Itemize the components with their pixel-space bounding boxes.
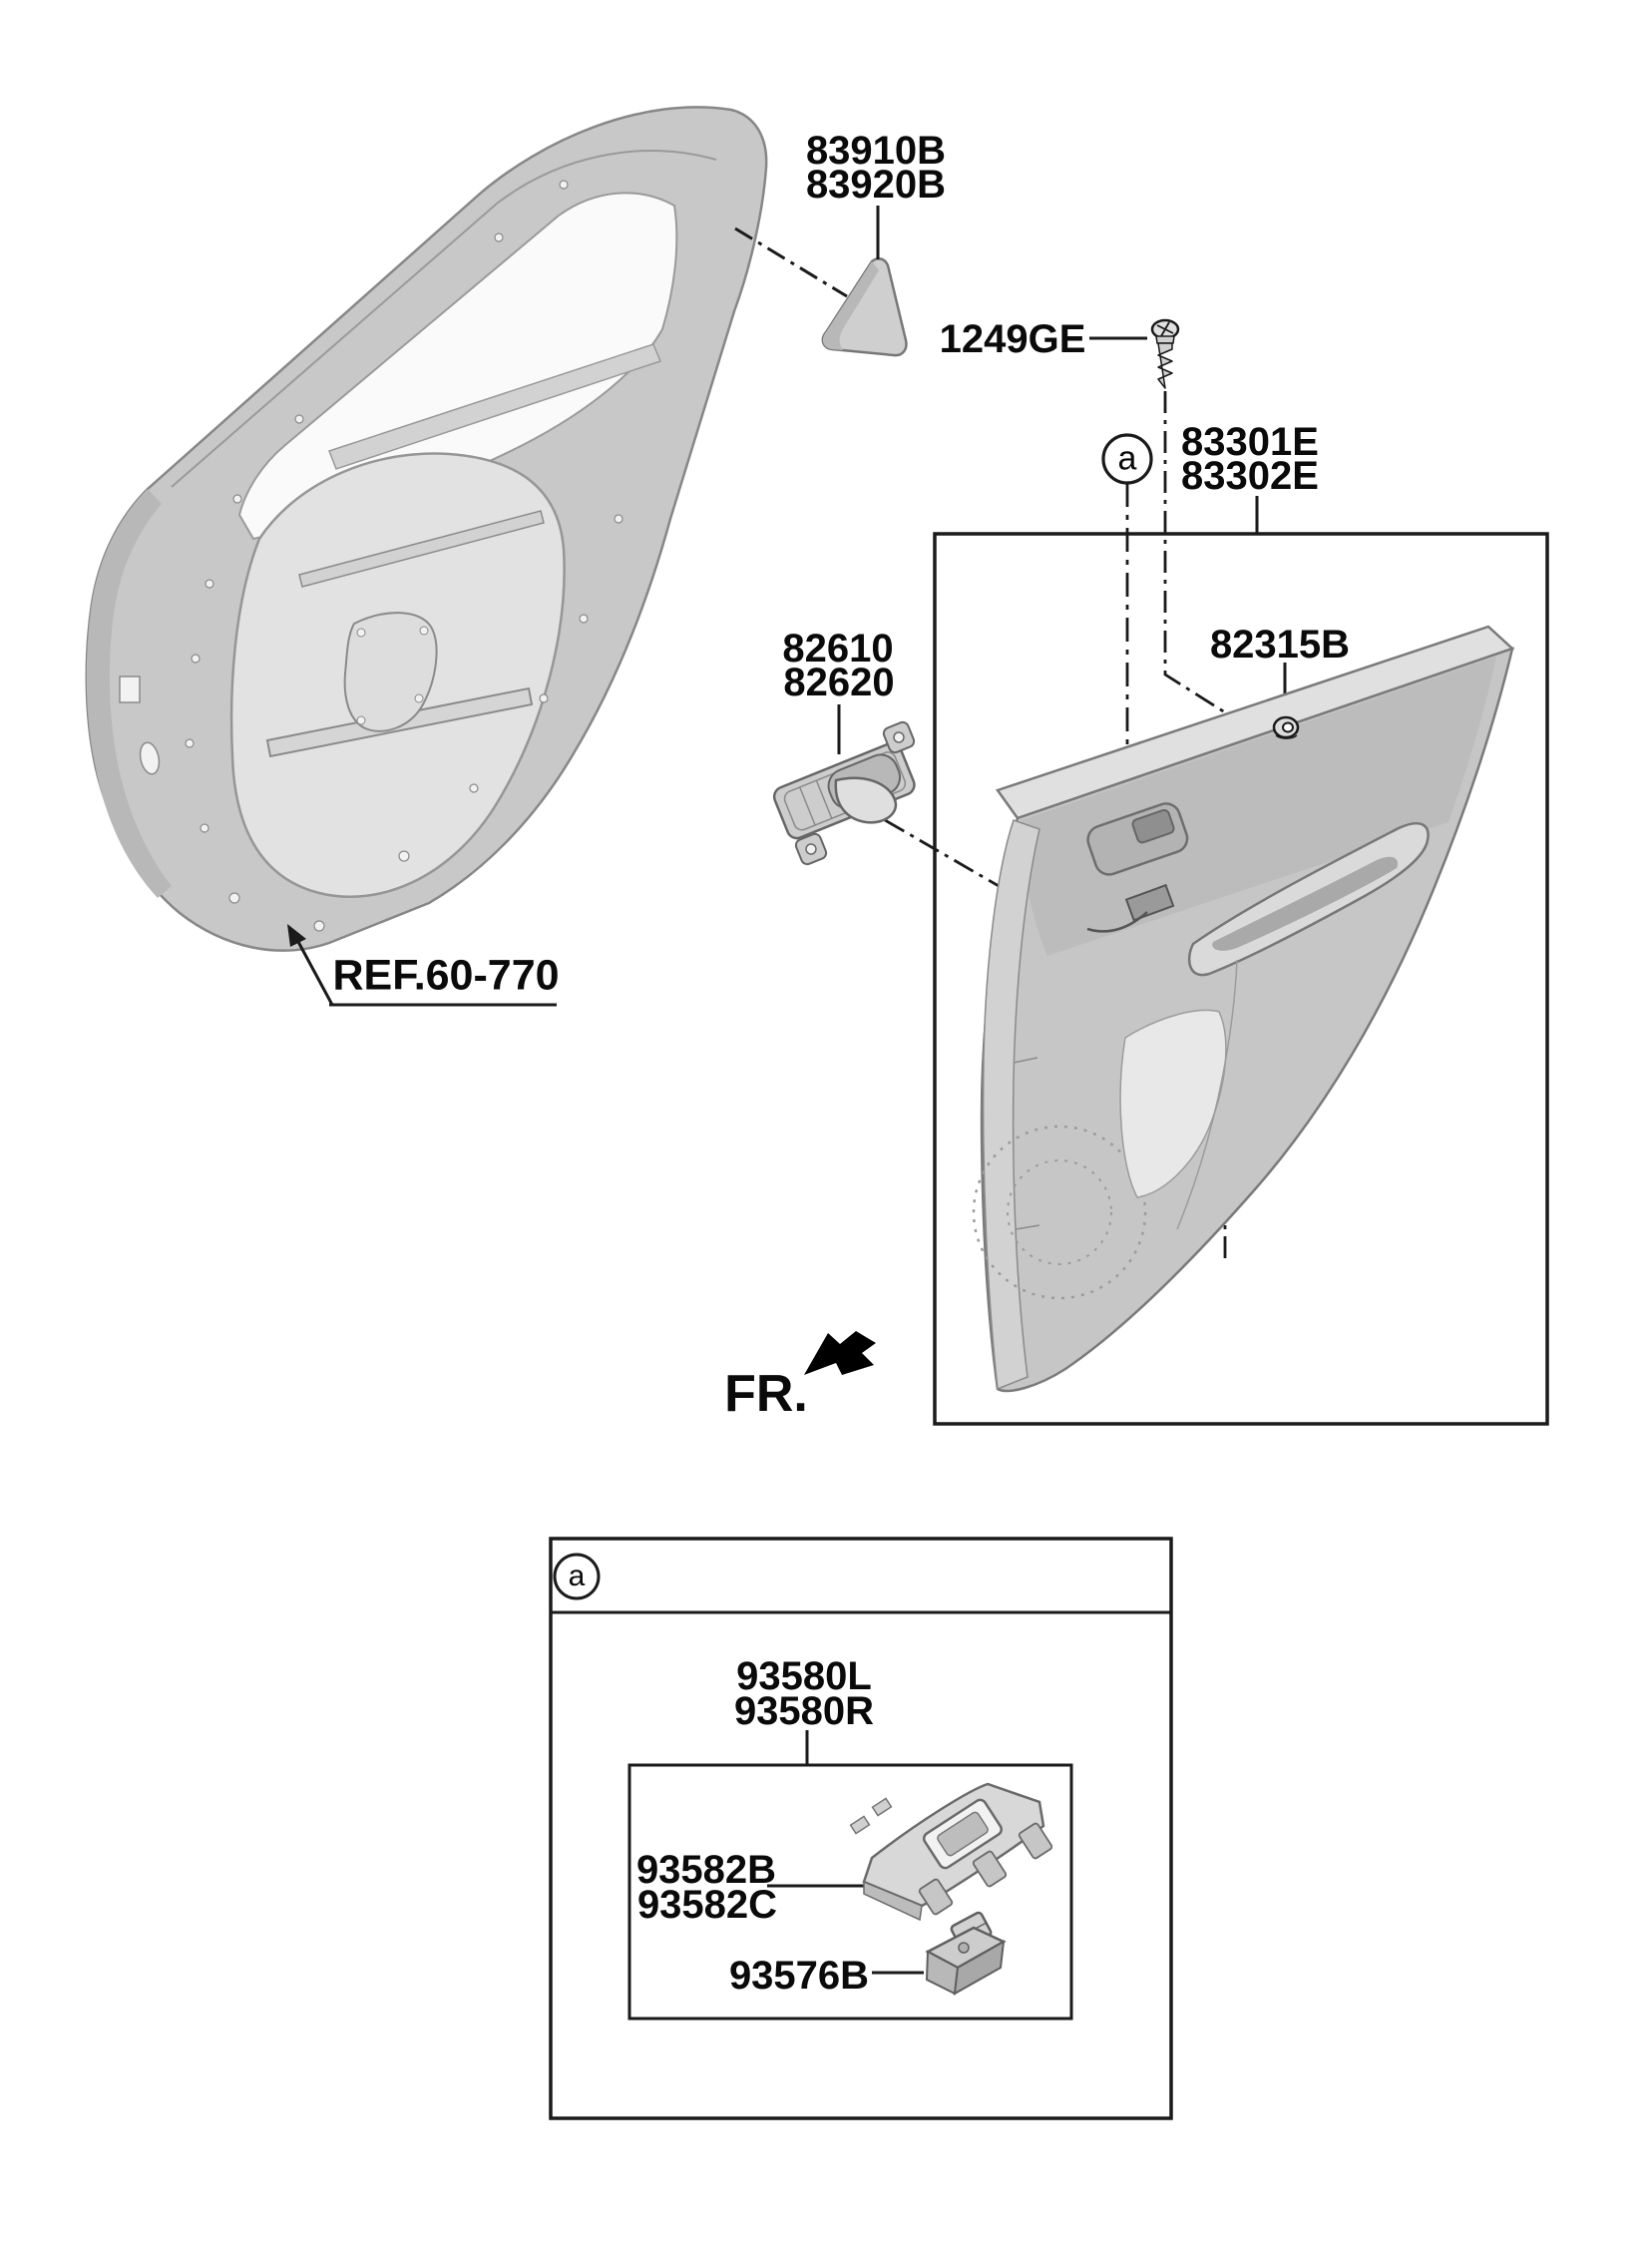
door-trim-panel-illustration <box>974 623 1512 1391</box>
label-clip: 82315B <box>1209 623 1351 667</box>
label-switch: 93576B <box>728 1954 870 1998</box>
switch-bezel-part <box>851 1784 1053 1920</box>
label-handle-2: 82620 <box>783 661 895 704</box>
delta-cover-part <box>823 258 907 355</box>
marker-a-detail: a <box>568 1559 586 1592</box>
label-bezel-2: 93582C <box>636 1883 778 1927</box>
screw-icon <box>1152 320 1178 388</box>
label-switch-asm-1: 93580L <box>736 1654 872 1698</box>
label-fr: FR. <box>724 1365 808 1423</box>
label-delta-cover-1: 83910B <box>805 129 947 173</box>
label-panel-2: 83302E <box>1181 454 1319 498</box>
label-handle-1: 82610 <box>782 627 894 671</box>
window-switch-part <box>927 1912 1004 1994</box>
clip-icon <box>1274 717 1298 738</box>
marker-a-top: a <box>1117 439 1137 478</box>
fr-arrow-icon <box>804 1331 876 1375</box>
label-delta-cover-2: 83920B <box>805 163 947 207</box>
label-bezel-1: 93582B <box>635 1848 777 1892</box>
door-shell-illustration <box>87 107 766 950</box>
inner-handle-part <box>771 720 917 866</box>
label-panel-1: 83301E <box>1181 420 1319 464</box>
label-switch-asm-2: 93580R <box>733 1689 875 1733</box>
label-screw: 1249GE <box>939 317 1086 361</box>
label-door-ref: REF.60-770 <box>332 951 560 1000</box>
